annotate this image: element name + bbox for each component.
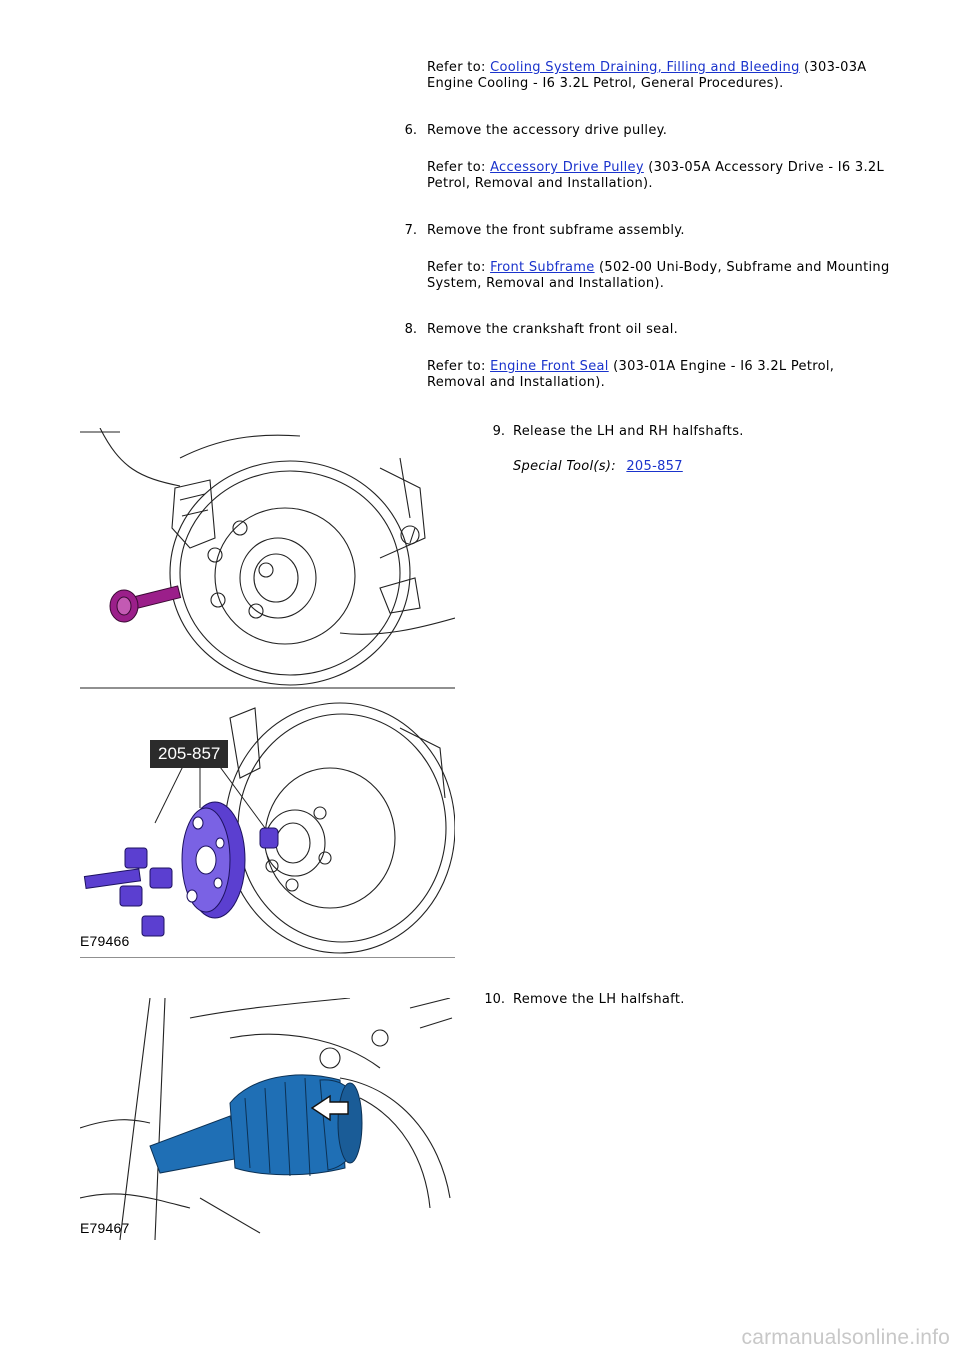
cooling-system-link[interactable]: Cooling System Draining, Filling and Bleeding [490, 60, 800, 75]
step-6-reference [427, 160, 907, 192]
step-6-text: Remove the accessory drive pulley. [427, 123, 668, 138]
figure-code-e79467: E79467 [80, 1220, 130, 1236]
ref-line2: Petrol, Removal and Installation). [427, 176, 653, 191]
watermark: carmanualsonline.info [741, 1326, 950, 1349]
halfshaft-highlight [150, 1075, 362, 1176]
step-9-number: 9. [492, 424, 505, 439]
hub-illustration [80, 428, 455, 958]
bolt-highlight [110, 586, 181, 622]
step-9-special-tool [513, 459, 683, 475]
step-6-number: 6. [404, 123, 417, 138]
ref-line2: Removal and Installation). [427, 375, 606, 390]
intro-suffix: (303-03A [799, 60, 867, 75]
figure-code-e79466: E79466 [80, 933, 130, 949]
engine-front-seal-link[interactable]: Engine Front Seal [490, 359, 609, 374]
intro-reference [427, 60, 907, 92]
step-8-reference [427, 359, 907, 391]
figure-e79467 [80, 998, 455, 1240]
special-tool-205-857-link[interactable]: 205-857 [626, 459, 683, 474]
intro-line2: Engine Cooling - I6 3.2L Petrol, General Procedures). [427, 76, 784, 91]
figure-e79466 [80, 428, 455, 958]
step-7-number: 7. [404, 223, 417, 238]
step-8-number: 8. [404, 322, 417, 337]
front-subframe-link[interactable]: Front Subframe [490, 260, 595, 275]
special-tool-label: Special Tool(s): [513, 459, 616, 474]
tool-callout-205-857: 205-857 [150, 740, 228, 768]
step-10-number: 10. [484, 992, 505, 1007]
ref-suffix: (303-01A Engine - I6 3.2L Petrol, [608, 359, 835, 374]
ref-suffix: (303-05A Accessory Drive - I6 3.2L [643, 160, 885, 175]
ref-line2: System, Removal and Installation). [427, 276, 665, 291]
step-7-text: Remove the front subframe assembly. [427, 223, 685, 238]
step-7-reference [427, 260, 907, 292]
ref-prefix: Refer to: [427, 359, 491, 374]
step-8-text: Remove the crankshaft front oil seal. [427, 322, 679, 337]
ref-suffix: (502-00 Uni-Body, Subframe and Mounting [594, 260, 890, 275]
intro-prefix: Refer to: [427, 60, 491, 75]
step-9-text: Release the LH and RH halfshafts. [513, 424, 744, 439]
halfshaft-illustration [80, 998, 455, 1240]
step-10-text: Remove the LH halfshaft. [513, 992, 685, 1007]
ref-prefix: Refer to: [427, 260, 491, 275]
accessory-drive-pulley-link[interactable]: Accessory Drive Pulley [490, 160, 644, 175]
top-panel-drawing [80, 428, 455, 688]
ref-prefix: Refer to: [427, 160, 491, 175]
